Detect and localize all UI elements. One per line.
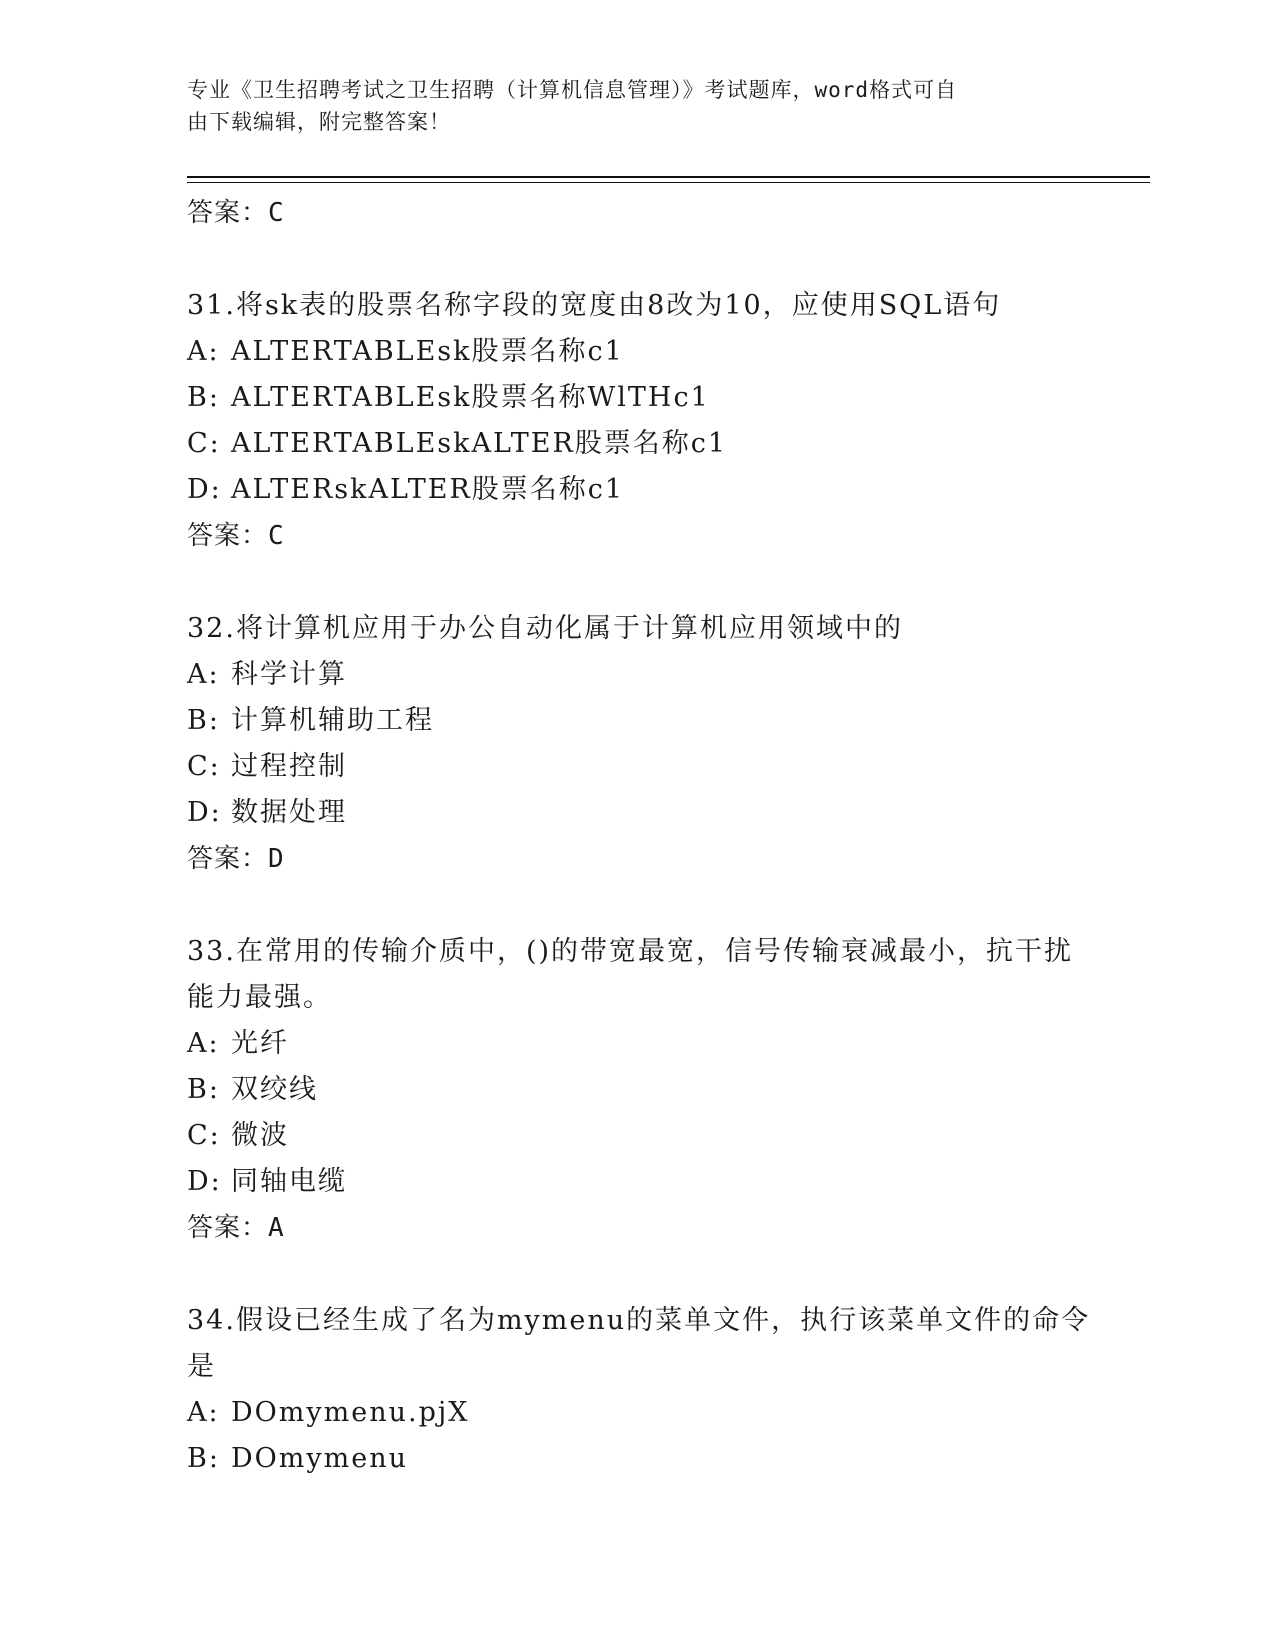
- question-text: 33.在常用的传输介质中，()的带宽最宽，信号传输衰减最小，抗干扰: [187, 936, 1074, 967]
- option-letter: D:: [187, 797, 222, 828]
- option-letter: B:: [187, 1074, 220, 1105]
- question-text: 34.假设已经生成了名为mymenu的菜单文件，执行该菜单文件的命令: [187, 1305, 1091, 1336]
- option-text: DOmymenu: [231, 1443, 408, 1474]
- option-letter: B:: [187, 705, 220, 736]
- option-b: [187, 1067, 1087, 1113]
- option-letter: C:: [187, 751, 221, 782]
- option-letter: C:: [187, 1120, 221, 1151]
- header-line-2: 由下载编辑，附完整答案！: [187, 110, 451, 134]
- answer-label: 答案：C: [187, 198, 285, 228]
- option-d: [187, 1159, 1087, 1205]
- option-text: ALTERTABLEsk股票名称WlTHc1: [231, 382, 710, 413]
- answer-label: 答案：A: [187, 1213, 285, 1243]
- option-text: 数据处理: [231, 797, 347, 828]
- option-text: 科学计算: [231, 659, 347, 690]
- option-a: [187, 1021, 1087, 1067]
- header-divider-top: [187, 176, 1150, 178]
- option-a: [187, 652, 1087, 698]
- question-item: [187, 1298, 1091, 1482]
- option-text: 计算机辅助工程: [231, 705, 434, 736]
- option-letter: A:: [187, 1397, 220, 1428]
- question-item: [187, 283, 1087, 559]
- option-text: 光纤: [231, 1028, 289, 1059]
- option-letter: A:: [187, 336, 220, 367]
- option-letter: B:: [187, 382, 220, 413]
- question-text-continued: 是: [187, 1351, 216, 1382]
- option-c: [187, 1113, 1087, 1159]
- question-list: [187, 190, 1091, 1482]
- option-text: ALTERskALTER股票名称c1: [231, 474, 625, 505]
- option-letter: B:: [187, 1443, 220, 1474]
- header-line-1: 专业《卫生招聘考试之卫生招聘（计算机信息管理）》考试题库，word格式可自: [187, 78, 958, 102]
- question-item: [187, 929, 1087, 1251]
- option-c: [187, 744, 1087, 790]
- question-text: 31.将sk表的股票名称字段的宽度由8改为10，应使用SQL语句: [187, 290, 1002, 321]
- option-letter: C:: [187, 428, 221, 459]
- option-text: 双绞线: [231, 1074, 318, 1105]
- option-text: ALTERTABLEskALTER股票名称c1: [231, 428, 728, 459]
- answer-label: 答案：D: [187, 844, 285, 874]
- question-text: 32.将计算机应用于办公自动化属于计算机应用领域中的: [187, 613, 903, 644]
- option-text: ALTERTABLEsk股票名称c1: [231, 336, 624, 367]
- option-letter: D:: [187, 474, 222, 505]
- option-letter: A:: [187, 1028, 220, 1059]
- option-a: [187, 329, 1087, 375]
- option-text: 过程控制: [231, 751, 347, 782]
- option-d: [187, 790, 1087, 836]
- option-b: [187, 1436, 1087, 1482]
- option-b: [187, 698, 1087, 744]
- question-text-continued: 能力最强。: [187, 982, 332, 1013]
- header-divider-bottom: [187, 182, 1150, 183]
- option-letter: D:: [187, 1166, 222, 1197]
- option-text: DOmymenu.pjX: [231, 1397, 470, 1428]
- option-d: [187, 467, 1087, 513]
- option-a: [187, 1390, 1087, 1436]
- option-letter: A:: [187, 659, 220, 690]
- option-text: 同轴电缆: [231, 1166, 347, 1197]
- answer-label: 答案：C: [187, 521, 285, 551]
- option-b: [187, 375, 1087, 421]
- option-c: [187, 421, 1087, 467]
- question-item: [187, 606, 1087, 882]
- option-text: 微波: [231, 1120, 289, 1151]
- document-header: [187, 74, 1067, 138]
